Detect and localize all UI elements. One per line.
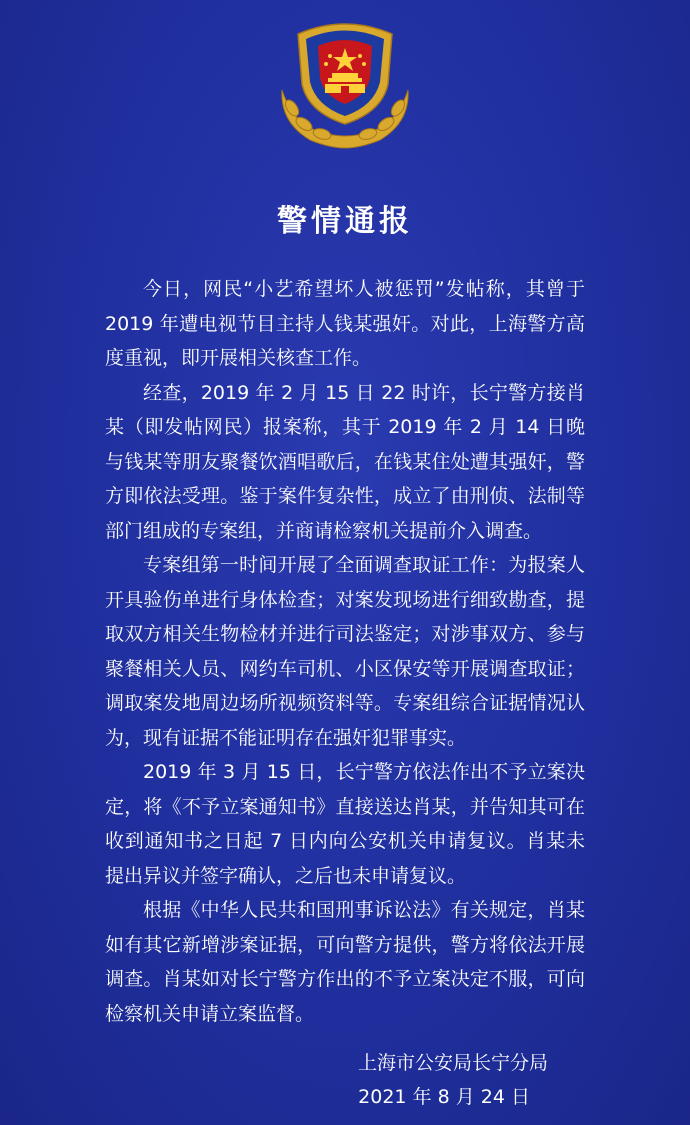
issuer: 上海市公安局长宁分局: [357, 1052, 548, 1074]
police-emblem-icon: [270, 12, 420, 152]
paragraph: 经查，2019 年 2 月 15 日 22 时许，长宁警方接肖某（即发帖网民）报案称，其于 2019 年 2 月 14 日晚与钱某等朋友聚餐饮酒唱歌后，在钱某住处遭其强奸，警方即依法受理。鉴于案件复杂性，成立了由刑侦、法制等部门组成的专案组，并商请检察机关提前介入调查。: [105, 381, 585, 542]
notice-title: 警情通报: [277, 204, 413, 239]
paragraph: 2019 年 3 月 15 日，长宁警方依法作出不予立案决定，将《不予立案通知书》直接送达肖某，并告知其可在收到通知书之日起 7 日内向公安机关申请复议。肖某未提出异议并签字确认，之后也未申请复议。: [105, 761, 585, 887]
signature-block: [358, 1046, 548, 1114]
paragraph: 根据《中华人民共和国刑事诉讼法》有关规定，肖某如有其它新增涉案证据，可向警方提供，警方将依法开展调查。肖某如对长宁警方作出的不予立案决定不服，可向检察机关申请立案监督。: [105, 899, 585, 1025]
issue-date: 2021 年 8 月 24 日: [358, 1086, 530, 1108]
notice-body: [105, 272, 585, 1031]
paragraph: 今日，网民“小艺希望坏人被惩罚”发帖称，其曾于 2019 年遭电视节目主持人钱某强奸。对此，上海警方高度重视，即开展相关核查工作。: [105, 278, 585, 369]
paragraph: 专案组第一时间开展了全面调查取证工作：为报案人开具验伤单进行身体检查；对案发现场进行细致勘查，提取双方相关生物检材并进行司法鉴定；对涉事双方、参与聚餐相关人员、网约车司机、小区保安等开展调查取证；调取案发地周边场所视频资料等。专案组综合证据情况认为，现有证据不能证明存在强奸犯罪事实。: [105, 554, 585, 749]
